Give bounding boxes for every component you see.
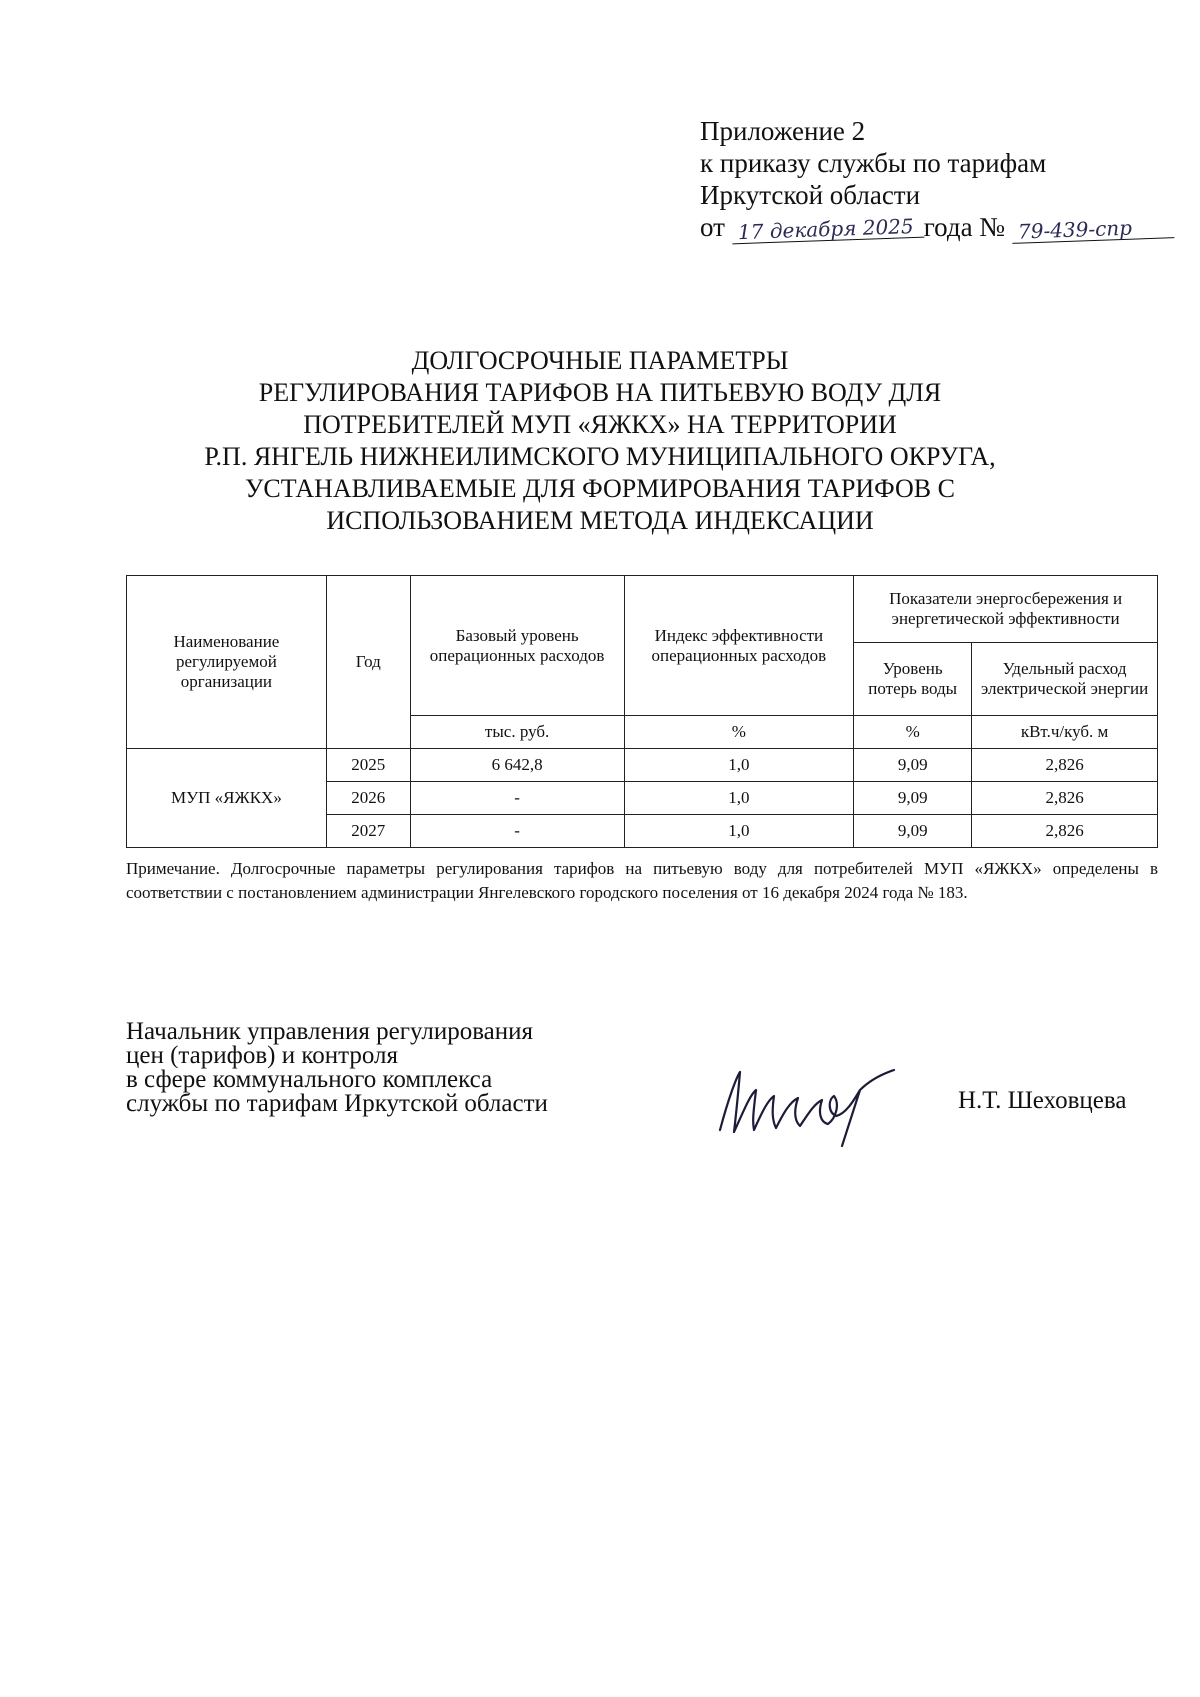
header-efficiency-index: Индекс эффективности операционных расходов — [624, 576, 854, 716]
organization-cell: МУП «ЯЖКХ» — [127, 749, 327, 848]
table-note: Примечание. Долгосрочные параметры регулирования тарифов на питьевую воду для потребителей МУП «ЯЖКХ» определены в соответствии с постановлением администрации Янгелевского городского поселения от 16 декабря 2024 года № 183. — [126, 859, 1158, 902]
position-line-2: цен (тарифов) и контроля — [126, 1042, 398, 1069]
cell-year: 2027 — [326, 815, 410, 848]
appendix-header — [700, 115, 1174, 243]
header-water-loss: Уровень потерь воды — [854, 643, 972, 716]
cell-year: 2025 — [326, 749, 410, 782]
header-specific-consumption: Удельный расход электрической энергии — [972, 643, 1158, 716]
cell-index: 1,0 — [624, 815, 854, 848]
cell-index: 1,0 — [624, 749, 854, 782]
cell-base: 6 642,8 — [410, 749, 624, 782]
cell-loss: 9,09 — [854, 749, 972, 782]
cell-loss: 9,09 — [854, 782, 972, 815]
parameters-table — [126, 575, 1158, 848]
position-line-1: Начальник управления регулирования — [126, 1018, 534, 1045]
handwritten-signature-icon — [710, 1060, 900, 1150]
unit-base: тыс. руб. — [410, 716, 624, 749]
header-org: Наименование регулируемой организации — [127, 576, 327, 749]
appendix-number: Приложение 2 — [700, 116, 866, 146]
title-line-1: ДОЛГОСРОЧНЫЕ ПАРАМЕТРЫ — [411, 346, 789, 375]
signatory-position — [126, 1020, 548, 1116]
title-line-2: РЕГУЛИРОВАНИЯ ТАРИФОВ НА ПИТЬЕВУЮ ВОДУ ДЛЯ — [258, 378, 942, 407]
appendix-region: Иркутской области — [700, 180, 921, 210]
signer-name: Н.Т. Шеховцева — [958, 1087, 1127, 1114]
unit-index: % — [624, 716, 854, 749]
cell-specific: 2,826 — [972, 815, 1158, 848]
position-line-3: в сфере коммунального комплекса — [126, 1066, 493, 1093]
header-year: Год — [326, 576, 410, 749]
unit-loss: % — [854, 716, 972, 749]
table-header-row — [127, 576, 1158, 643]
cell-specific: 2,826 — [972, 749, 1158, 782]
title-line-5: УСТАНАВЛИВАЕМЫЕ ДЛЯ ФОРМИРОВАНИЯ ТАРИФОВ С — [244, 474, 955, 503]
cell-base: - — [410, 782, 624, 815]
appendix-order-ref: к приказу службы по тарифам — [700, 148, 1047, 178]
cell-loss: 9,09 — [854, 815, 972, 848]
unit-specific: кВт.ч/куб. м — [972, 716, 1158, 749]
title-line-3: ПОТРЕБИТЕЛЕЙ МУП «ЯЖКХ» НА ТЕРРИТОРИИ — [303, 410, 897, 439]
title-line-6: ИСПОЛЬЗОВАНИЕМ МЕТОДА ИНДЕКСАЦИИ — [326, 506, 874, 535]
document-title — [150, 345, 1050, 537]
appendix-date-line — [700, 211, 1174, 243]
header-base-level: Базовый уровень операционных расходов — [410, 576, 624, 716]
from-label: от — [700, 212, 725, 242]
title-line-4: Р.П. ЯНГЕЛЬ НИЖНЕИЛИМСКОГО МУНИЦИПАЛЬНОГО ОКРУГА, — [204, 442, 996, 471]
handwritten-date: 17 декабря 2025 — [731, 215, 924, 245]
cell-specific: 2,826 — [972, 782, 1158, 815]
table-row — [127, 749, 1158, 782]
year-number-label: года № — [923, 212, 1006, 242]
cell-year: 2026 — [326, 782, 410, 815]
position-line-4: службы по тарифам Иркутской области — [126, 1090, 548, 1117]
handwritten-order-number: 79-439-спр — [1011, 215, 1174, 244]
cell-index: 1,0 — [624, 782, 854, 815]
header-energy-group: Показатели энергосбережения и энергетической эффективности — [854, 576, 1158, 643]
cell-base: - — [410, 815, 624, 848]
